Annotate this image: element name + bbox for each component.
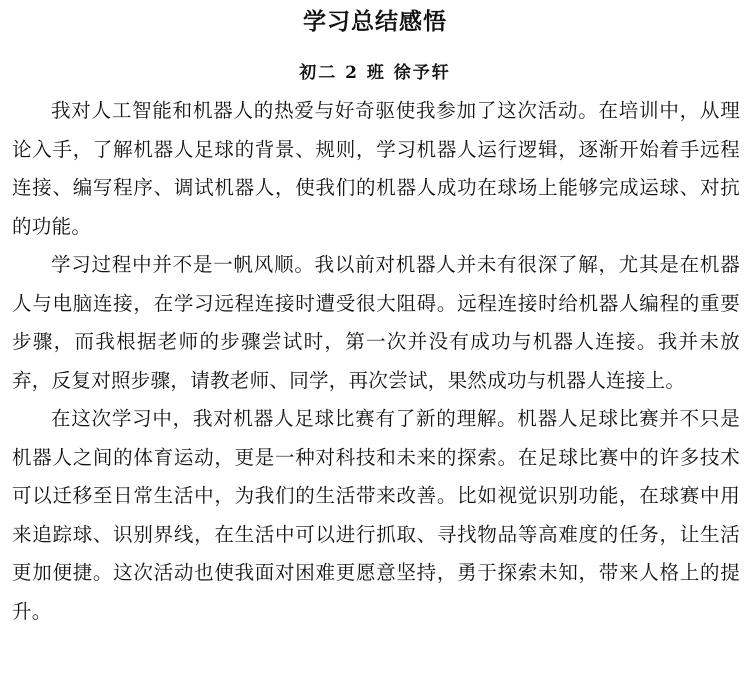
paragraph-3: 在这次学习中，我对机器人足球比赛有了新的理解。机器人足球比赛并不只是机器人之间的体育运动，更是一种对科技和未来的探索。在足球比赛中的许多技术可以迁移至日常生活中，为我们的生活带来改善。比如视觉识别功能，在球赛中用来追踪球、识别界线，在生活中可以进行抓取、寻找物品等高难度的任务，让生活更加便捷。这次活动也使我面对困难更愿意坚持，勇于探索未知，带来人格上的提升。 xyxy=(12,407,740,623)
author-byline: 初二 2 班 徐予轩 xyxy=(299,63,451,83)
document-title: 学习总结感悟 xyxy=(303,9,447,35)
paragraph-2: 学习过程中并不是一帆风顺。我以前对机器人并未有很深了解，尤其是在机器人与电脑连接，在学习远程连接时遭受很大阻碍。远程连接时给机器人编程的重要步骤，而我根据老师的步骤尝试时，第一次并没有成功与机器人连接。我并未放弃，反复对照步骤，请教老师、同学，再次尝试，果然成功与机器人连接上。 xyxy=(12,253,740,392)
paragraph-1: 我对人工智能和机器人的热爱与好奇驱使我参加了这次活动。在培训中，从理论入手，了解机器人足球的背景、规则，学习机器人运行逻辑，逐渐开始着手远程连接、编写程序、调试机器人，使我们的机器人成功在球场上能够完成运球、对抗的功能。 xyxy=(12,99,740,238)
document-body xyxy=(12,92,740,631)
